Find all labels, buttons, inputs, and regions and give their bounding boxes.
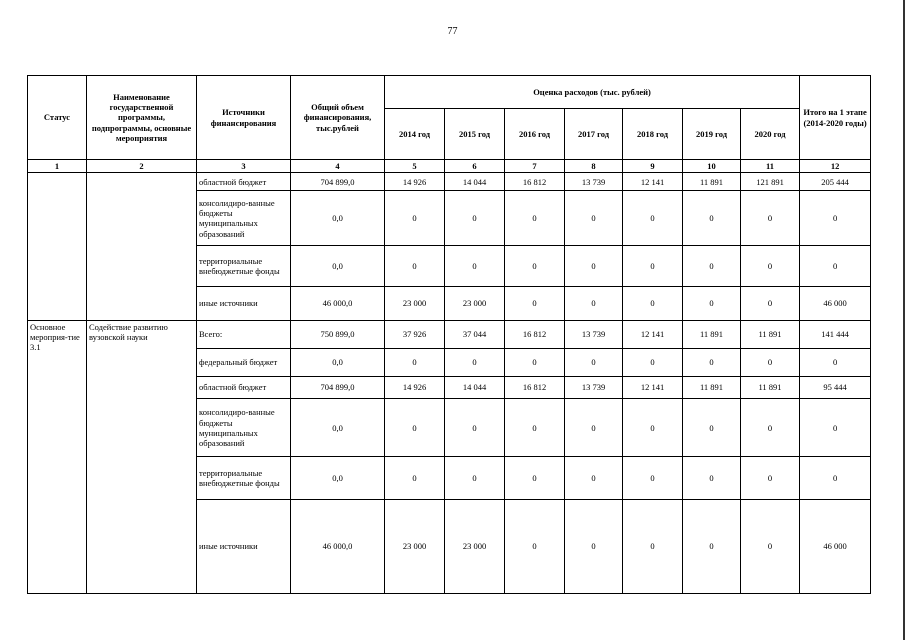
- value-cell: 0: [683, 457, 741, 499]
- value-cell: 12 141: [623, 320, 683, 348]
- value-cell: 23 000: [385, 286, 445, 320]
- value-cell: 0: [623, 286, 683, 320]
- value-cell: 141 444: [800, 320, 871, 348]
- value-cell: 46 000: [800, 286, 871, 320]
- header-sources: Источники финансирования: [197, 76, 291, 160]
- value-cell: 0: [445, 191, 505, 246]
- value-cell: 0: [505, 399, 565, 457]
- value-cell: 11 891: [683, 377, 741, 399]
- source-label: территориальные внебюджетные фонды: [197, 457, 291, 499]
- value-cell: 0: [683, 499, 741, 593]
- value-cell: 0: [505, 286, 565, 320]
- value-cell: 205 444: [800, 173, 871, 191]
- value-cell: 0: [741, 399, 800, 457]
- value-cell: 13 739: [565, 377, 623, 399]
- value-cell: 11 891: [741, 320, 800, 348]
- value-cell: 13 739: [565, 173, 623, 191]
- table-row: [28, 173, 871, 191]
- page-number: 77: [447, 26, 458, 37]
- value-cell: 0: [683, 399, 741, 457]
- value-cell: 46 000,0: [291, 499, 385, 593]
- source-label: консолидиро-ванные бюджеты муниципальных образований: [197, 399, 291, 457]
- source-label: федеральный бюджет: [197, 348, 291, 376]
- value-cell: 95 444: [800, 377, 871, 399]
- value-cell: 0: [565, 246, 623, 286]
- value-cell: 0,0: [291, 399, 385, 457]
- value-cell: 0: [683, 246, 741, 286]
- header-name: Наименование государственной программы, подпрограммы, основные мероприятия: [87, 76, 197, 160]
- value-cell: 0: [505, 348, 565, 376]
- header-year: 2018 год: [623, 109, 683, 160]
- value-cell: 0: [445, 457, 505, 499]
- value-cell: 0: [800, 457, 871, 499]
- value-cell: 0: [623, 457, 683, 499]
- value-cell: 0: [741, 348, 800, 376]
- value-cell: 704 899,0: [291, 173, 385, 191]
- value-cell: 14 926: [385, 377, 445, 399]
- value-cell: 37 044: [445, 320, 505, 348]
- header-stage-total: Итого на 1 этапе (2014-2020 годы): [800, 76, 871, 160]
- value-cell: 12 141: [623, 173, 683, 191]
- value-cell: 750 899,0: [291, 320, 385, 348]
- header-year: 2016 год: [505, 109, 565, 160]
- value-cell: 16 812: [505, 377, 565, 399]
- column-number: 4: [291, 160, 385, 173]
- source-label: иные источники: [197, 286, 291, 320]
- value-cell: 0: [623, 499, 683, 593]
- value-cell: 0: [623, 191, 683, 246]
- header-status: Статус: [28, 76, 87, 160]
- column-number: 5: [385, 160, 445, 173]
- value-cell: 14 926: [385, 173, 445, 191]
- source-label: территориальные внебюджетные фонды: [197, 246, 291, 286]
- value-cell: 0: [741, 286, 800, 320]
- value-cell: 121 891: [741, 173, 800, 191]
- value-cell: 0: [623, 348, 683, 376]
- header-year: 2017 год: [565, 109, 623, 160]
- value-cell: 0: [565, 457, 623, 499]
- header-year: 2020 год: [741, 109, 800, 160]
- value-cell: 0: [623, 246, 683, 286]
- column-number: 9: [623, 160, 683, 173]
- column-number: 7: [505, 160, 565, 173]
- value-cell: 0: [800, 399, 871, 457]
- value-cell: 0: [385, 457, 445, 499]
- column-number: 2: [87, 160, 197, 173]
- value-cell: 0: [741, 499, 800, 593]
- value-cell: 0,0: [291, 246, 385, 286]
- value-cell: 0: [800, 191, 871, 246]
- value-cell: 0: [565, 191, 623, 246]
- status-cell: Основное мероприя-тие 3.1: [28, 320, 87, 593]
- value-cell: 0: [505, 246, 565, 286]
- table-row: [28, 320, 871, 348]
- source-label: областной бюджет: [197, 173, 291, 191]
- value-cell: 0: [565, 499, 623, 593]
- header-year: 2019 год: [683, 109, 741, 160]
- value-cell: 0: [683, 191, 741, 246]
- value-cell: 0: [505, 191, 565, 246]
- value-cell: 11 891: [683, 173, 741, 191]
- value-cell: 46 000,0: [291, 286, 385, 320]
- value-cell: 0: [445, 399, 505, 457]
- column-number: 12: [800, 160, 871, 173]
- header-year: 2014 год: [385, 109, 445, 160]
- column-number: 8: [565, 160, 623, 173]
- value-cell: 23 000: [445, 286, 505, 320]
- value-cell: 0: [505, 457, 565, 499]
- value-cell: 23 000: [385, 499, 445, 593]
- value-cell: 0: [683, 348, 741, 376]
- value-cell: 0: [800, 348, 871, 376]
- value-cell: 11 891: [741, 377, 800, 399]
- value-cell: 0: [741, 191, 800, 246]
- header-total-volume: Общий объем финансирования, тыс.рублей: [291, 76, 385, 160]
- name-cell: Содействие развитию вузовской науки: [87, 320, 197, 593]
- value-cell: 16 812: [505, 173, 565, 191]
- value-cell: 0,0: [291, 457, 385, 499]
- value-cell: 0: [385, 348, 445, 376]
- value-cell: 12 141: [623, 377, 683, 399]
- value-cell: 0: [565, 348, 623, 376]
- value-cell: 0: [565, 399, 623, 457]
- name-cell: [87, 173, 197, 321]
- value-cell: 0: [741, 246, 800, 286]
- value-cell: 0: [385, 399, 445, 457]
- value-cell: 0: [683, 286, 741, 320]
- value-cell: 11 891: [683, 320, 741, 348]
- value-cell: 0: [385, 246, 445, 286]
- value-cell: 46 000: [800, 499, 871, 593]
- source-label: Всего:: [197, 320, 291, 348]
- value-cell: 0: [741, 457, 800, 499]
- header-estimate: Оценка расходов (тыс. рублей): [385, 76, 800, 109]
- value-cell: 0: [505, 499, 565, 593]
- value-cell: 704 899,0: [291, 377, 385, 399]
- source-label: консолидиро-ванные бюджеты муниципальных образований: [197, 191, 291, 246]
- column-number: 10: [683, 160, 741, 173]
- budget-table: [27, 75, 871, 594]
- status-cell: [28, 173, 87, 321]
- column-number: 3: [197, 160, 291, 173]
- value-cell: 14 044: [445, 377, 505, 399]
- value-cell: 16 812: [505, 320, 565, 348]
- value-cell: 0: [445, 246, 505, 286]
- value-cell: 0,0: [291, 348, 385, 376]
- column-number: 6: [445, 160, 505, 173]
- column-number: 1: [28, 160, 87, 173]
- value-cell: 0: [385, 191, 445, 246]
- header-year: 2015 год: [445, 109, 505, 160]
- value-cell: 0: [623, 399, 683, 457]
- value-cell: 14 044: [445, 173, 505, 191]
- source-label: областной бюджет: [197, 377, 291, 399]
- value-cell: 0: [445, 348, 505, 376]
- value-cell: 0,0: [291, 191, 385, 246]
- value-cell: 23 000: [445, 499, 505, 593]
- value-cell: 13 739: [565, 320, 623, 348]
- value-cell: 0: [800, 246, 871, 286]
- value-cell: 37 926: [385, 320, 445, 348]
- value-cell: 0: [565, 286, 623, 320]
- column-number: 11: [741, 160, 800, 173]
- source-label: иные источники: [197, 499, 291, 593]
